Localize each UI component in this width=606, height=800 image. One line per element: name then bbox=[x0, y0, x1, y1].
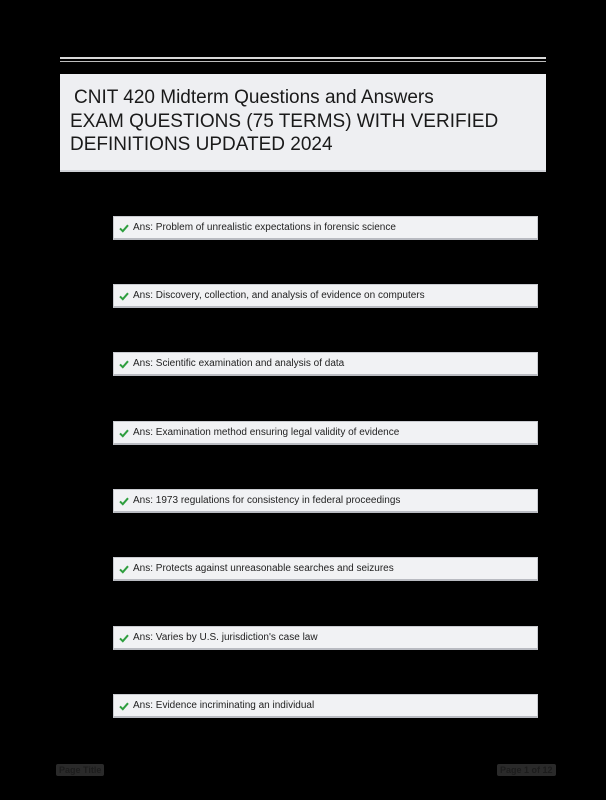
answer-item bbox=[113, 694, 538, 718]
title-line-2: EXAM QUESTIONS (75 TERMS) WITH VERIFIED bbox=[70, 110, 499, 132]
answer-text: Ans: Discovery, collection, and analysis of evidence on computers bbox=[133, 290, 425, 301]
answer-item bbox=[113, 489, 538, 513]
answer-text: Ans: Evidence incriminating an individual bbox=[133, 700, 315, 711]
footer-title: Page Title bbox=[56, 764, 104, 776]
check-icon bbox=[119, 359, 129, 369]
title-line-1: CNIT 420 Midterm Questions and Answers bbox=[74, 87, 434, 108]
answer-text: Ans: Examination method ensuring legal validity of evidence bbox=[133, 427, 400, 438]
answer-text: Ans: Scientific examination and analysis of data bbox=[133, 358, 345, 369]
answer-item bbox=[113, 352, 538, 376]
answer-text: Ans: Problem of unrealistic expectations in forensic science bbox=[133, 222, 396, 233]
check-icon bbox=[119, 428, 129, 438]
check-icon bbox=[119, 633, 129, 643]
answer-text: Ans: Protects against unreasonable searches and seizures bbox=[133, 563, 394, 574]
answer-item bbox=[113, 284, 538, 308]
answer-item bbox=[113, 626, 538, 650]
check-icon bbox=[119, 701, 129, 711]
footer-page-number: Page 1 of 12 bbox=[497, 764, 556, 776]
answer-text: Ans: 1973 regulations for consistency in federal proceedings bbox=[133, 495, 401, 506]
check-icon bbox=[119, 564, 129, 574]
check-icon bbox=[119, 291, 129, 301]
answer-text: Ans: Varies by U.S. jurisdiction's case law bbox=[133, 632, 318, 643]
title-line-3: DEFINITIONS UPDATED 2024 bbox=[70, 134, 333, 155]
title-banner bbox=[60, 74, 546, 172]
check-icon bbox=[119, 496, 129, 506]
check-icon bbox=[119, 223, 129, 233]
top-rule bbox=[60, 57, 546, 62]
answer-item bbox=[113, 421, 538, 445]
answer-item bbox=[113, 216, 538, 240]
answer-item bbox=[113, 557, 538, 581]
